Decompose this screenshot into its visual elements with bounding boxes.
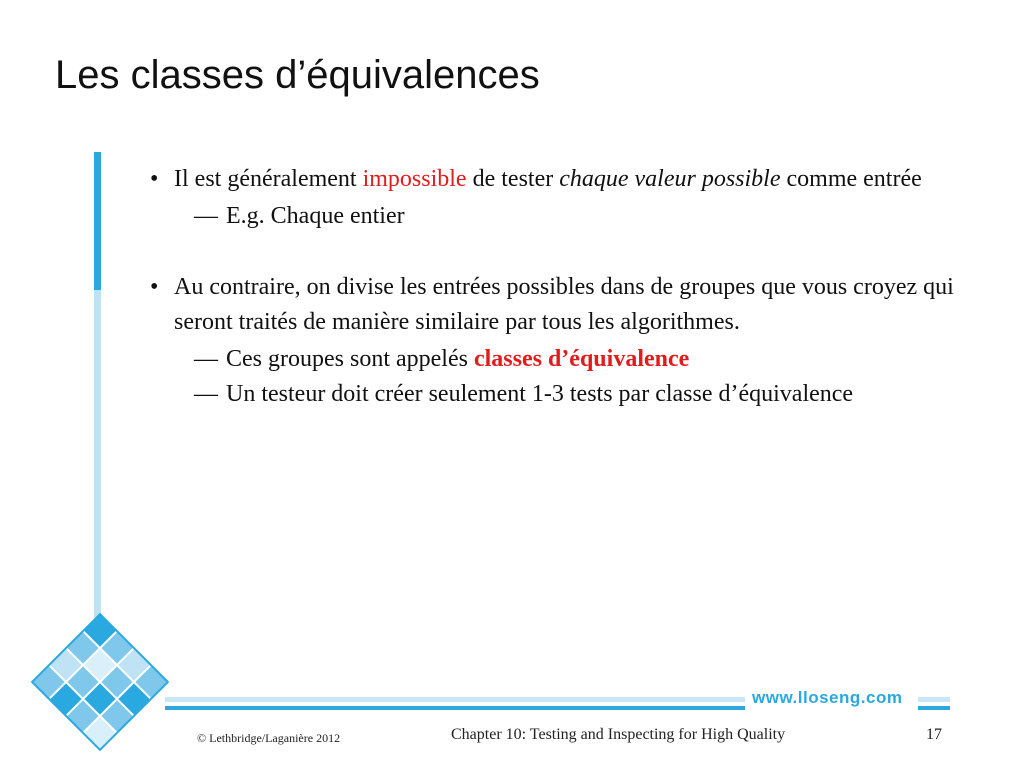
copyright-notice: © Lethbridge/Laganière 2012	[197, 731, 341, 745]
sub-bullet-text: Un testeur doit créer seulement 1-3 tests par classe d’équivalence	[226, 381, 854, 407]
spacer	[150, 234, 1000, 252]
book-logo-icon	[30, 612, 170, 752]
bullet-text: Il est généralement	[174, 166, 363, 192]
bullet-dot: •	[150, 274, 159, 300]
chapter-title: Chapter 10: Testing and Inspecting for High Quality	[451, 726, 786, 743]
highlight-text: impossible	[362, 166, 467, 192]
accent-horizontal-line-right	[918, 706, 950, 710]
bullet-text: comme entrée	[780, 166, 922, 192]
accent-horizontal-line-light	[165, 697, 745, 702]
accent-vertical-bar	[94, 152, 101, 290]
sub-bullet-text: E.g. Chaque entier	[226, 203, 405, 229]
bullet-dot: •	[150, 166, 159, 192]
website-url: www.lloseng.com	[752, 688, 903, 707]
dash-marker: —	[194, 346, 218, 372]
page-number: 17	[926, 726, 942, 743]
sub-bullet-item	[150, 199, 1000, 234]
sub-bullet-text: Ces groupes sont appelés	[226, 346, 474, 372]
bullet-item	[150, 162, 1000, 197]
accent-horizontal-line	[165, 706, 745, 710]
bullet-item	[150, 270, 1000, 340]
highlight-term: classes d’équivalence	[473, 346, 690, 372]
slide-content	[150, 162, 1000, 412]
bullet-text: de tester	[466, 166, 560, 192]
dash-marker: —	[194, 381, 218, 407]
bullet-text: Au contraire, on divise les entrées possibles dans de groupes que vous croyez qui seront traités de manière similaire par tous les algorithmes.	[174, 274, 954, 335]
slide-title: Les classes d’équivalences	[55, 53, 540, 97]
accent-horizontal-line-light-right	[918, 697, 950, 702]
sub-bullet-item	[150, 377, 1000, 412]
dash-marker: —	[194, 203, 218, 229]
emphasis-text: chaque valeur possible	[559, 166, 781, 192]
sub-bullet-item	[150, 342, 1000, 377]
spacer	[150, 252, 1000, 270]
